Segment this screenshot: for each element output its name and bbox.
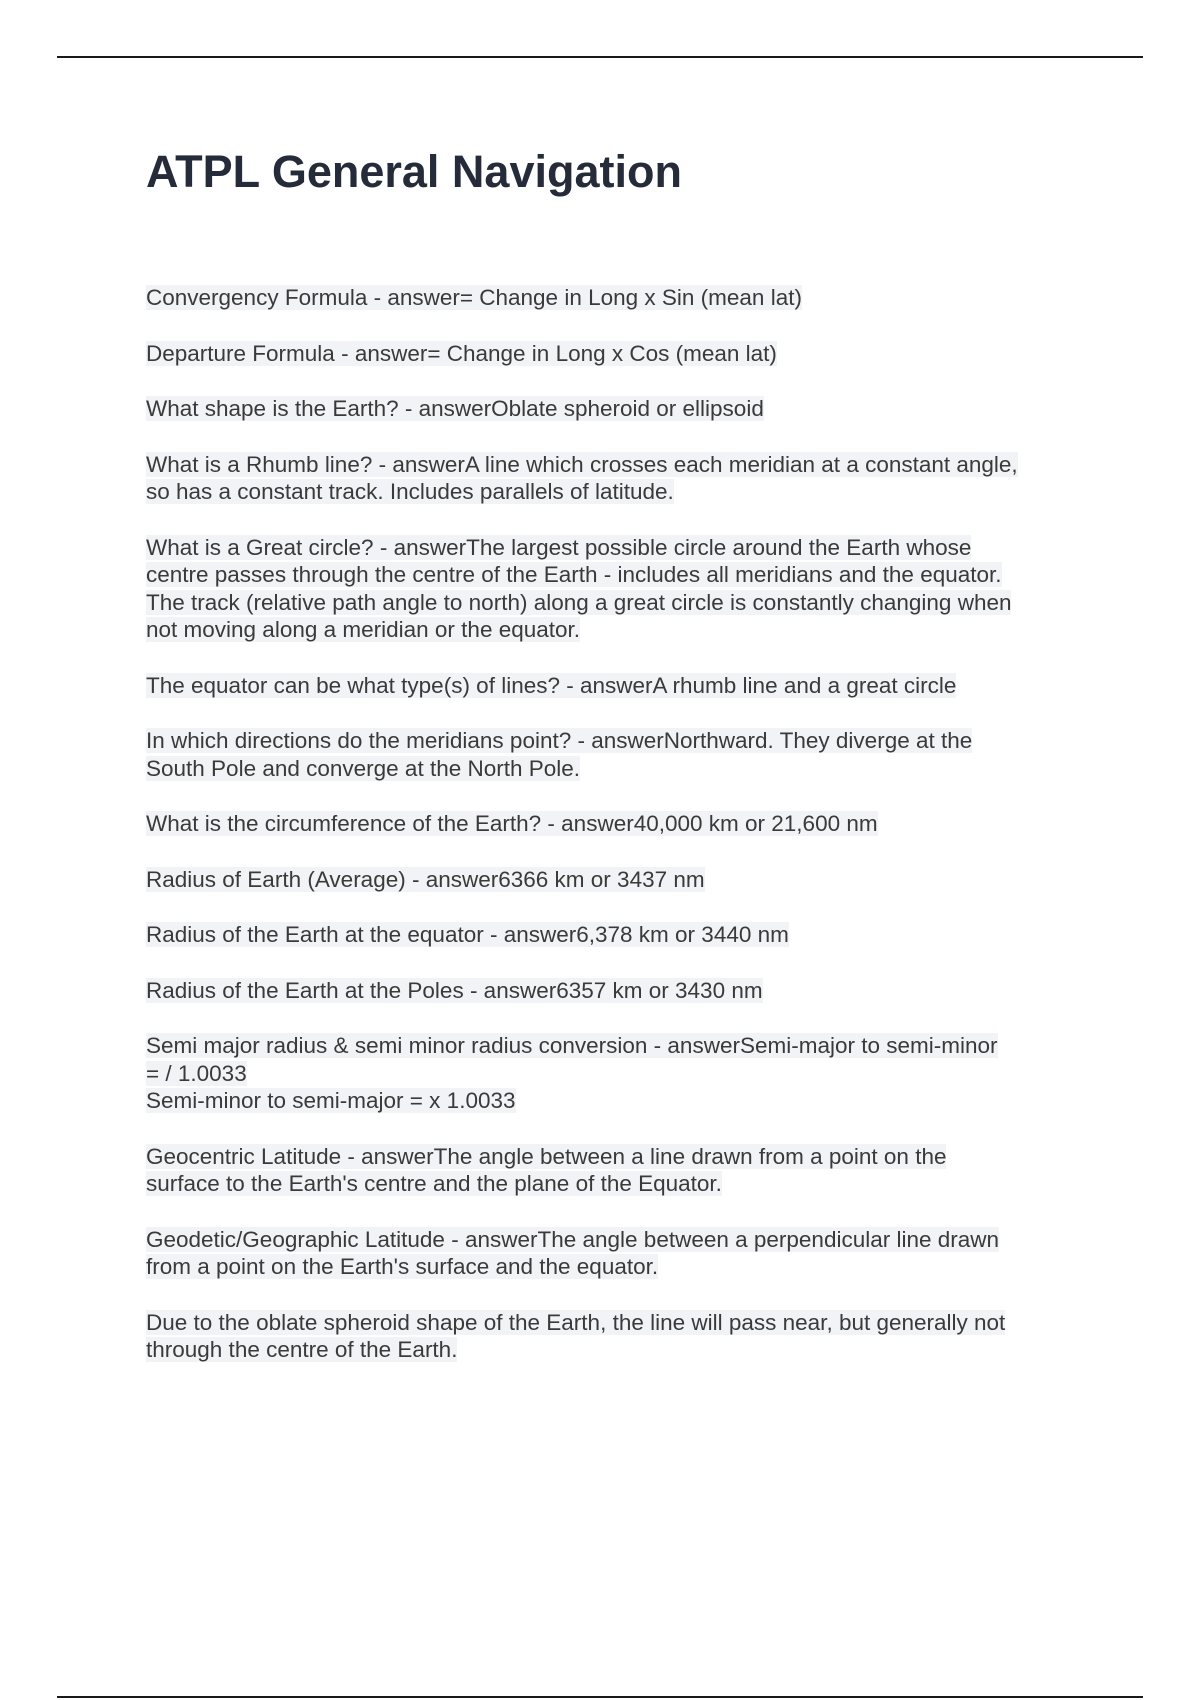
qa-entry-departure: Departure Formula - answer= Change in Long x Cos (mean lat) bbox=[146, 340, 777, 366]
document-title: ATPL General Navigation bbox=[146, 146, 682, 197]
qa-entry-radius-poles: Radius of the Earth at the Poles - answer6357 km or 3430 nm bbox=[146, 977, 763, 1003]
qa-entry-circumference: What is the circumference of the Earth? - answer40,000 km or 21,600 nm bbox=[146, 811, 878, 836]
qa-entry-earth-shape: What shape is the Earth? - answerOblate spheroid or ellipsoid bbox=[146, 396, 764, 421]
bottom-rule bbox=[57, 1696, 1143, 1698]
qa-list bbox=[146, 284, 1086, 1392]
qa-entry-radius-equator: Radius of the Earth at the equator - answer6,378 km or 3440 nm bbox=[146, 922, 789, 947]
qa-entry-geodetic-latitude: Geodetic/Geographic Latitude - answerThe angle between a perpendicular line drawn from a point on the Earth's surface and the equator. bbox=[146, 1226, 1000, 1279]
qa-entry-great-circle: What is a Great circle? - answerThe largest possible circle around the Earth whose centre passes through the centre of the Earth - includes all meridians and the equator. The track (relative path angle to north) along a great circle is constantly changing when not moving along a meridian or the equator. bbox=[146, 534, 1012, 642]
qa-entry-convergency: Convergency Formula - answer= Change in Long x Sin (mean lat) bbox=[146, 285, 802, 310]
qa-entry-radius-average: Radius of Earth (Average) - answer6366 km or 3437 nm bbox=[146, 866, 705, 892]
qa-entry-radius-conversion: Semi major radius & semi minor radius conversion - answerSemi-major to semi-minor = / 1.0033 Semi-minor to semi-major = x 1.0033 bbox=[146, 1033, 998, 1113]
qa-entry-meridians: In which directions do the meridians point? - answerNorthward. They diverge at the South Pole and converge at the North Pole. bbox=[146, 728, 973, 781]
qa-entry-rhumb-line: What is a Rhumb line? - answerA line which crosses each meridian at a constant angle, so has a constant track. Includes parallels of latitude. bbox=[146, 451, 1018, 504]
qa-entry-geocentric-latitude: Geocentric Latitude - answerThe angle between a line drawn from a point on the surface to the Earth's centre and the plane of the Equator. bbox=[146, 1143, 947, 1196]
top-rule bbox=[57, 56, 1143, 58]
qa-entry-oblate-note: Due to the oblate spheroid shape of the Earth, the line will pass near, but generally not through the centre of the Earth. bbox=[146, 1309, 1006, 1362]
qa-entry-equator-lines: The equator can be what type(s) of lines? - answerA rhumb line and a great circle bbox=[146, 672, 957, 698]
